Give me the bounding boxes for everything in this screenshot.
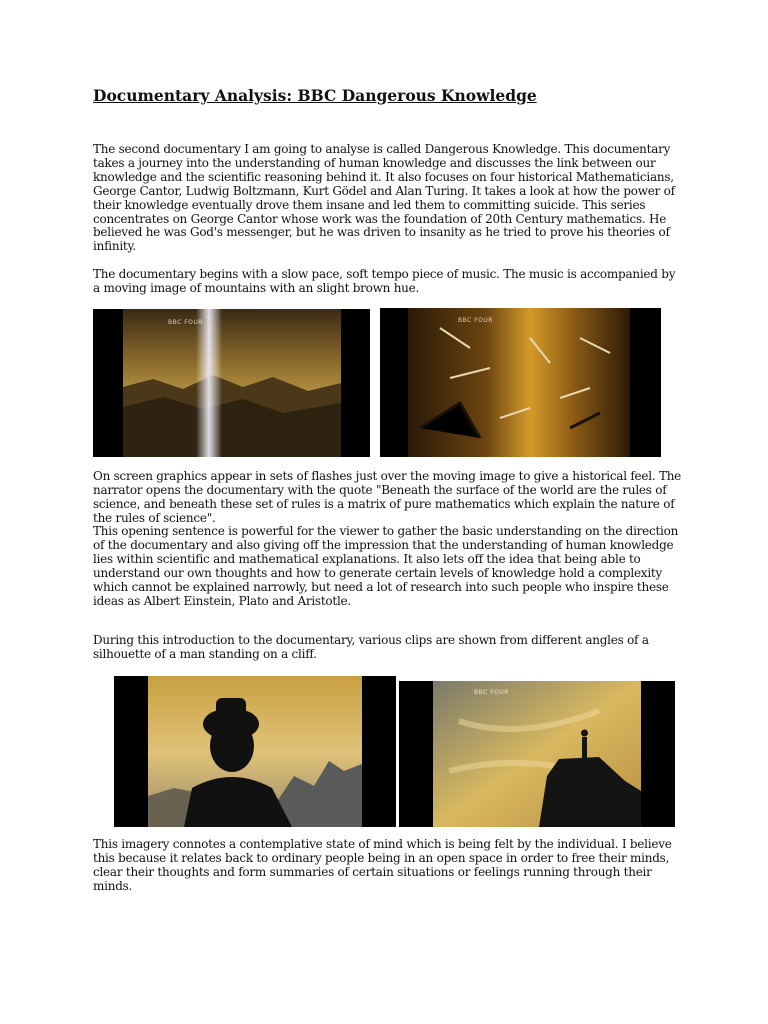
page-title: Documentary Analysis: BBC Dangerous Knowledge xyxy=(93,86,537,105)
paragraph-intro: The second documentary I am going to analyse is called Dangerous Knowledge. This documentary takes a journey into the understanding of human knowledge and discusses the link between our knowledge and the scientific reasoning behind it. It also focuses on four historical Mathematicians, George Cantor, Ludwig Boltzmann, Kurt Gödel and Alan Turing. It takes a look at how the power of their knowledge eventually drove them insane and led them to committing suicide. This series concentrates on George Cantor whose work was the foundation of 20th Century mathematics. He believed he was God's messenger, but he was driven to insanity as he tried to prove his theories of infinity. xyxy=(93,142,675,254)
still-man-on-cliff xyxy=(399,681,675,827)
paragraph-opening-sentence: This opening sentence is powerful for the viewer to gather the basic understanding on the direction of the documentary and also giving off the impression that the understanding of human knowledge lies within scientific and mathematical explanations. It also lets off the idea that being able to understand our own thoughts and how to generate certain levels of knowledge hold a complexity which cannot be explained narrowly, but need a lot of research into such people who inspire these ideas as Albert Einstein, Plato and Aristotle. xyxy=(93,524,679,608)
still-mountains-light-beam xyxy=(93,309,370,457)
bbc-watermark: BBC FOUR xyxy=(458,317,493,324)
paragraph-opening: The documentary begins with a slow pace, soft tempo piece of music. The music is accompanied by a moving image of mountains with an slight brown hue. xyxy=(93,267,676,295)
paragraph-quote: On screen graphics appear in sets of flashes just over the moving image to give a historical feel. The narrator opens the documentary with the quote "Beneath the surface of the world are the rules of science, and beneath these set of rules is a matrix of pure mathematics which explain the nature of the rules of science". xyxy=(93,469,682,525)
bbc-watermark: BBC FOUR xyxy=(474,689,509,696)
still-golden-abstract xyxy=(380,308,661,457)
still-man-silhouette-closeup xyxy=(114,676,396,827)
bbc-watermark: BBC FOUR xyxy=(168,319,203,326)
paragraph-silhouette-intro: During this introduction to the documentary, various clips are shown from different angles of a silhouette of a man standing on a cliff. xyxy=(93,633,649,661)
paragraph-contemplative: This imagery connotes a contemplative state of mind which is being felt by the individual. I believe this because it relates back to ordinary people being in an open space in order to free their minds, clear their thoughts and form summaries of certain situations or feelings running through their minds. xyxy=(93,837,672,893)
